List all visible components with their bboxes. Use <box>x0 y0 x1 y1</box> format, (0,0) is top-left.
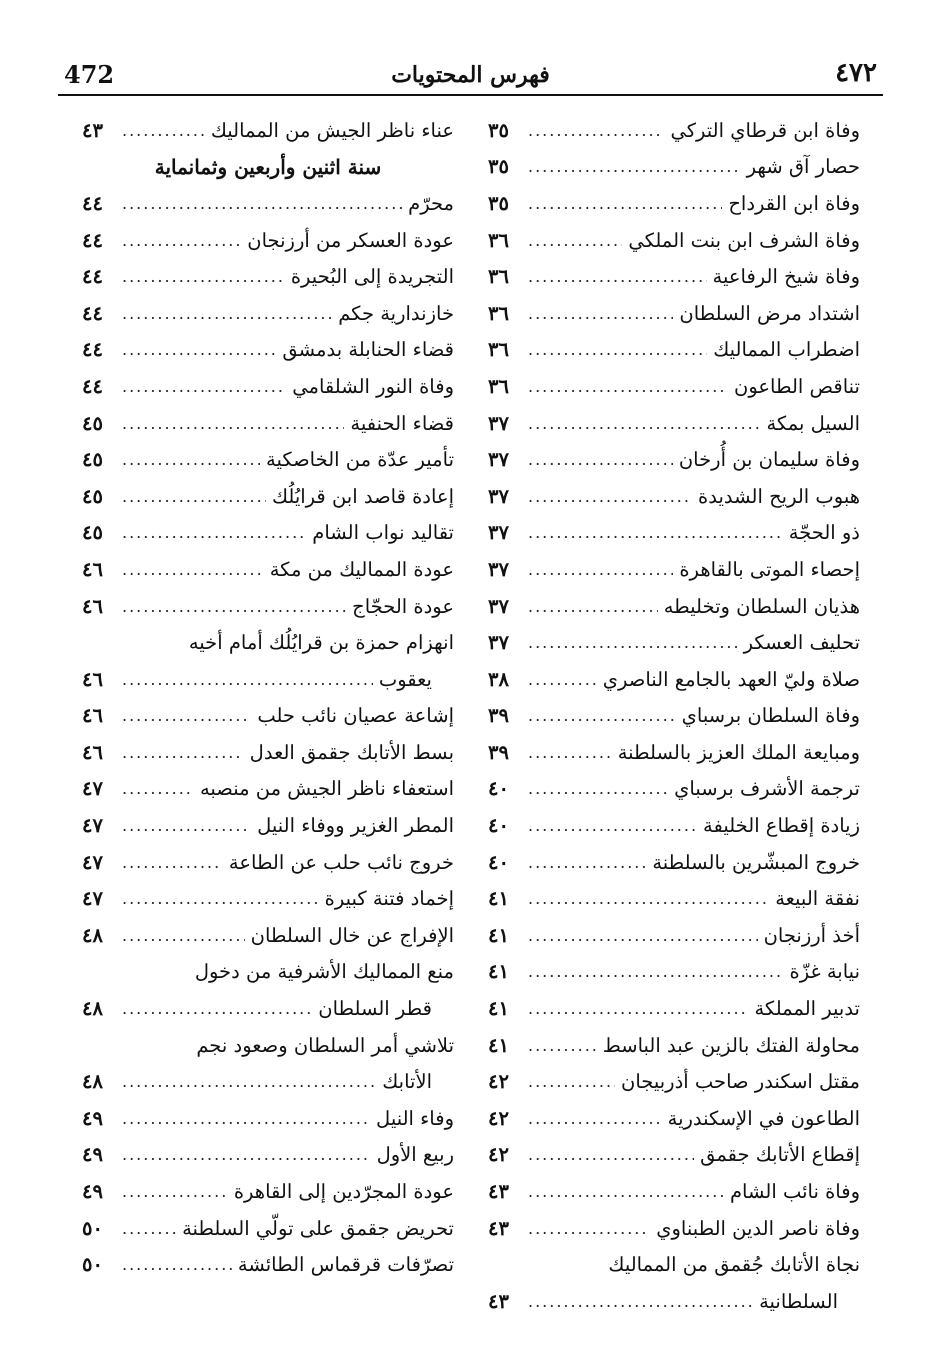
page-number-arabic: ٤٧٢ <box>835 58 877 88</box>
dot-leader <box>528 1072 615 1091</box>
dot-leader <box>122 670 373 689</box>
toc-entry-title: صلاة وليّ العهد بالجامع الناصري <box>602 667 860 691</box>
toc-entry <box>82 332 454 369</box>
toc-entry-page: ٤٢ <box>488 1143 509 1167</box>
dot-leader <box>528 121 664 140</box>
toc-entry-page: ٤٨ <box>82 1070 103 1094</box>
dot-leader <box>528 377 728 396</box>
toc-entry <box>488 880 860 917</box>
toc-entry-title: هذيان السلطان وتخليطه <box>663 594 860 618</box>
toc-entry <box>488 588 860 625</box>
dot-leader <box>528 1219 650 1238</box>
toc-entry-title: ذو الحجّة <box>788 521 860 545</box>
toc-entry <box>488 112 860 149</box>
toc-entry-page: ٤٥ <box>82 448 103 472</box>
dot-leader <box>122 121 205 140</box>
toc-entry-page: ٣٥ <box>488 191 509 215</box>
toc-entry-title: تناقص الطاعون <box>734 374 860 398</box>
dot-leader <box>528 816 697 835</box>
toc-entry-page: ٤٠ <box>488 814 509 838</box>
dot-leader <box>122 1109 370 1128</box>
toc-entry <box>488 551 860 588</box>
toc-entry-page: ٤٤ <box>82 191 103 215</box>
toc-entry-page: ٤٦ <box>82 557 103 581</box>
dot-leader <box>528 743 612 762</box>
toc-entry-title: إعادة قاصد ابن قرايُلُك <box>271 484 454 508</box>
dot-leader <box>528 414 760 433</box>
toc-entry-page: ٤٩ <box>82 1106 103 1130</box>
dot-leader <box>528 267 707 286</box>
toc-entry <box>488 149 860 186</box>
toc-entry-page: ٤٣ <box>488 1216 509 1240</box>
toc-entry <box>488 1246 860 1283</box>
toc-entry <box>488 990 860 1027</box>
toc-entry-title: السلطانية <box>759 1289 838 1313</box>
toc-entry <box>488 661 860 698</box>
toc-entry <box>82 405 454 442</box>
dot-leader <box>528 1145 694 1164</box>
toc-entry <box>82 112 454 149</box>
toc-entry-title: بسط الأتابك جقمق العدل <box>249 740 454 764</box>
toc-entry-title: ترجمة الأشرف برسباي <box>674 777 860 801</box>
toc-entry-title: اضطراب المماليك <box>713 338 860 362</box>
toc-entry-title: الطاعون في الإسكندرية <box>667 1106 860 1130</box>
toc-entry <box>488 624 860 661</box>
toc-entry <box>82 954 454 991</box>
toc-entry-title: محرّم <box>408 191 454 215</box>
dot-leader <box>528 962 783 981</box>
toc-entry-page: ٣٨ <box>488 667 509 691</box>
toc-entry-page: ٣٦ <box>488 338 509 362</box>
toc-entry-page: ٤٧ <box>82 887 103 911</box>
toc-entry <box>82 368 454 405</box>
toc-entry-page: ٤٢ <box>488 1070 509 1094</box>
toc-entry-title: تقاليد نواب الشام <box>312 521 454 545</box>
toc-entry-title: الإفراج عن خال السلطان <box>250 923 454 947</box>
toc-entry <box>488 807 860 844</box>
dot-leader <box>122 706 251 725</box>
toc-entry <box>82 1100 454 1137</box>
toc-entry-title: وفاة سليمان بن أُرخان <box>678 448 860 472</box>
dot-leader <box>122 560 264 579</box>
dot-leader <box>528 560 673 579</box>
toc-entry-page: ٤٦ <box>82 594 103 618</box>
toc-entry <box>82 698 454 735</box>
dot-leader <box>122 926 245 945</box>
toc-entry <box>488 295 860 332</box>
toc-entry <box>82 661 454 698</box>
toc-entry <box>488 1210 860 1247</box>
dot-leader <box>122 523 306 542</box>
page-number-latin: 472 <box>64 60 115 89</box>
toc-entry-title: المطر الغزير ووفاء النيل <box>257 814 454 838</box>
toc-entry <box>82 1137 454 1174</box>
toc-entry <box>488 185 860 222</box>
dot-leader <box>528 194 722 213</box>
running-title: فهرس المحتويات <box>391 62 550 88</box>
dot-leader <box>528 1036 597 1055</box>
toc-entry-title: وفاة ناصر الدين الطبناوي <box>656 1216 860 1240</box>
dot-leader <box>122 450 260 469</box>
toc-entry-page: ٤٣ <box>82 118 103 142</box>
toc-entry-page: ٤٤ <box>82 228 103 252</box>
toc-entry-title: أخذ أرزنجان <box>763 923 860 947</box>
dot-leader <box>122 743 244 762</box>
dot-leader <box>122 1255 232 1274</box>
dot-leader <box>122 304 332 323</box>
toc-entry-page: ٤٦ <box>82 704 103 728</box>
dot-leader <box>122 779 194 798</box>
toc-entry-page: ٤٨ <box>82 997 103 1021</box>
toc-entry-title: زيادة إقطاع الخليفة <box>703 814 860 838</box>
toc-entry-title: نجاة الأتابك جُقمق من المماليك <box>608 1253 860 1277</box>
toc-entry <box>488 222 860 259</box>
toc-entry <box>488 1173 860 1210</box>
dot-leader <box>528 1292 753 1311</box>
dot-leader <box>528 304 673 323</box>
toc-entry-page: ٤٠ <box>488 777 509 801</box>
toc-entry-page: ٣٩ <box>488 740 509 764</box>
toc-entry-page: ٤٩ <box>82 1180 103 1204</box>
page-header <box>58 58 883 96</box>
toc-entry-page: ٣٦ <box>488 301 509 325</box>
toc-entry <box>488 1063 860 1100</box>
toc-entry <box>488 258 860 295</box>
toc-entry <box>82 551 454 588</box>
dot-leader <box>528 1109 662 1128</box>
toc-entry-page: ٤٧ <box>82 777 103 801</box>
toc-entry <box>82 588 454 625</box>
toc-entry-title: وفاة السلطان برسباي <box>681 704 860 728</box>
toc-entry-page: ٤٥ <box>82 411 103 435</box>
toc-entry-page: ٣٧ <box>488 484 509 508</box>
toc-entry-title: وفاة شيخ الرفاعية <box>712 265 860 289</box>
toc-entry-title: ربيع الأول <box>376 1143 454 1167</box>
toc-entry-page: ٤١ <box>488 887 509 911</box>
toc-entry-page: ٣٦ <box>488 228 509 252</box>
toc-entry <box>82 185 454 222</box>
toc-entry-title: يعقوب <box>378 667 432 691</box>
toc-entry <box>82 880 454 917</box>
toc-entry <box>82 771 454 808</box>
toc-entry-title: إخماد فتنة كبيرة <box>324 887 454 911</box>
toc-entry <box>488 368 860 405</box>
dot-leader <box>122 194 402 213</box>
toc-entry <box>488 734 860 771</box>
toc-entry-page: ٤٧ <box>82 850 103 874</box>
toc-entry-page: ٤٥ <box>82 521 103 545</box>
toc-entry-title: نفقة البيعة <box>775 887 860 911</box>
toc-entry-title: تحريض جقمق على تولّي السلطنة <box>182 1216 454 1240</box>
toc-entry <box>82 917 454 954</box>
toc-entry <box>488 1027 860 1064</box>
toc-entry-page: ٤٥ <box>82 484 103 508</box>
toc-entry-title: وفاة ابن قرطاي التركي <box>670 118 860 142</box>
toc-entry-title: تلاشي أمر السلطان وصعود نجم <box>196 1033 454 1057</box>
toc-entry <box>82 515 454 552</box>
toc-entry-title: إقطاع الأتابك جقمق <box>700 1143 860 1167</box>
toc-entry-page: ٤٤ <box>82 265 103 289</box>
toc-entry-page: ٤٤ <box>82 338 103 362</box>
toc-entry-title: اشتداد مرض السلطان <box>679 301 860 325</box>
toc-entry-page: ٣٧ <box>488 521 509 545</box>
toc-entry <box>82 1063 454 1100</box>
toc-entry <box>82 844 454 881</box>
toc-entry <box>82 1246 454 1283</box>
dot-leader <box>122 1219 176 1238</box>
toc-entry-title: قضاء الحنابلة بدمشق <box>282 338 454 362</box>
dot-leader <box>122 853 223 872</box>
toc-entry-page: ٣٥ <box>488 118 509 142</box>
toc-entry <box>82 295 454 332</box>
toc-entry-page: ٤٣ <box>488 1180 509 1204</box>
toc-entry-title: تأمير عدّة من الخاصكية <box>266 448 454 472</box>
toc-entry-title: التجريدة إلى البُحيرة <box>290 265 454 289</box>
section-heading <box>82 149 454 186</box>
dot-leader <box>122 340 276 359</box>
dot-leader <box>122 231 241 250</box>
toc-entry <box>82 1173 454 1210</box>
toc-entry <box>488 1283 860 1320</box>
dot-leader <box>122 267 285 286</box>
dot-leader <box>122 414 344 433</box>
dot-leader <box>122 597 346 616</box>
toc-entry-page: ٤٤ <box>82 374 103 398</box>
toc-entry-page: ٤٦ <box>82 667 103 691</box>
dot-leader <box>528 487 692 506</box>
toc-entry-page: ٤٢ <box>488 1106 509 1130</box>
toc-entry-title: حصار آق شهر <box>746 155 860 179</box>
toc-entry-title: محاولة الفتك بالزين عبد الباسط <box>602 1033 860 1057</box>
dot-leader <box>122 1145 371 1164</box>
toc-entry-page: ٤٣ <box>488 1289 509 1313</box>
toc-entry-page: ٤١ <box>488 960 509 984</box>
dot-leader <box>528 157 741 176</box>
toc-entry-title: خازندارية جكم <box>338 301 454 325</box>
toc-entry-page: ٤٧ <box>82 814 103 838</box>
toc-entry <box>82 734 454 771</box>
toc-entry-title: عودة المجرّدين إلى القاهرة <box>233 1180 454 1204</box>
toc-entry-page: ٣٧ <box>488 411 509 435</box>
dot-leader <box>528 853 646 872</box>
dot-leader <box>122 487 266 506</box>
toc-entry <box>488 332 860 369</box>
toc-entry-title: انهزام حمزة بن قرايُلُك أمام أخيه <box>188 631 454 655</box>
toc-entry <box>488 515 860 552</box>
toc-entry <box>82 624 454 661</box>
toc-entry-title: مقتل اسكندر صاحب أذربيجان <box>621 1070 860 1094</box>
dot-leader <box>528 926 758 945</box>
toc-entry <box>82 222 454 259</box>
toc-entry <box>82 441 454 478</box>
toc-entry-title: تصرّفات قرقماس الطائشة <box>237 1253 454 1277</box>
toc-entry-title: وفاة نائب الشام <box>729 1180 860 1204</box>
dot-leader <box>528 706 676 725</box>
toc-entry <box>82 1210 454 1247</box>
toc-entry-title: عناء ناظر الجيش من المماليك <box>210 118 454 142</box>
toc-entry <box>488 405 860 442</box>
dot-leader <box>528 231 622 250</box>
toc-entry <box>488 698 860 735</box>
toc-entry-title: وفاة ابن القرداح <box>728 191 860 215</box>
toc-entry-title: خروج المبشّرين بالسلطنة <box>652 850 860 874</box>
toc-entry-page: ٤١ <box>488 997 509 1021</box>
toc-entry-title: وفاة الشرف ابن بنت الملكي <box>628 228 860 252</box>
toc-column-right <box>488 112 860 1320</box>
toc-entry-page: ٣٥ <box>488 155 509 179</box>
dot-leader <box>528 1182 724 1201</box>
toc-entry-title: هبوب الريح الشديدة <box>698 484 860 508</box>
toc-entry-page: ٣٧ <box>488 557 509 581</box>
toc-entry <box>488 844 860 881</box>
toc-entry <box>82 1027 454 1064</box>
toc-entry-page: ٣٧ <box>488 631 509 655</box>
dot-leader <box>528 779 668 798</box>
toc-column-left <box>82 112 454 1283</box>
toc-entry-page: ٤٠ <box>488 850 509 874</box>
dot-leader <box>528 523 783 542</box>
dot-leader <box>528 670 597 689</box>
toc-entry-page: ٤٩ <box>82 1143 103 1167</box>
toc-entry <box>82 807 454 844</box>
toc-entry-title: ومبايعة الملك العزيز بالسلطنة <box>617 740 860 764</box>
dot-leader <box>122 889 319 908</box>
section-heading-text: سنة اثنين وأربعين وثمانماية <box>154 154 382 179</box>
toc-entry-title: قطر السلطان <box>318 997 432 1021</box>
toc-entry-page: ٣٦ <box>488 265 509 289</box>
toc-entry-page: ٣٦ <box>488 374 509 398</box>
toc-entry-page: ٤٦ <box>82 740 103 764</box>
toc-entry-page: ٤٤ <box>82 301 103 325</box>
dot-leader <box>122 816 251 835</box>
dot-leader <box>528 633 738 652</box>
toc-entry <box>488 1137 860 1174</box>
toc-entry-title: وفاة النور الشلقامي <box>292 374 454 398</box>
toc-entry-title: وفاء النيل <box>376 1106 454 1130</box>
dot-leader <box>528 450 673 469</box>
toc-entry <box>82 990 454 1027</box>
toc-entry-page: ٣٩ <box>488 704 509 728</box>
toc-entry-title: نيابة غزّة <box>789 960 860 984</box>
toc-entry-title: استعفاء ناظر الجيش من منصبه <box>199 777 454 801</box>
toc-entry <box>488 441 860 478</box>
toc-entry-page: ٣٧ <box>488 594 509 618</box>
dot-leader <box>528 597 658 616</box>
toc-entry-page: ٤٨ <box>82 923 103 947</box>
toc-entry-page: ٥٠ <box>82 1216 103 1240</box>
dot-leader <box>122 999 312 1018</box>
toc-entry-title: تدبير المملكة <box>754 997 860 1021</box>
toc-entry-page: ٤١ <box>488 923 509 947</box>
toc-entry-page: ٥٠ <box>82 1253 103 1277</box>
dot-leader <box>528 340 707 359</box>
toc-entry-title: إحصاء الموتى بالقاهرة <box>679 557 860 581</box>
toc-entry-title: خروج نائب حلب عن الطاعة <box>228 850 454 874</box>
toc-entry <box>488 954 860 991</box>
toc-entry-title: السيل بمكة <box>766 411 860 435</box>
toc-entry-title: إشاعة عصيان نائب حلب <box>257 704 454 728</box>
toc-entry <box>488 478 860 515</box>
toc-entry-title: قضاء الحنفية <box>350 411 454 435</box>
toc-entry-title: عودة المماليك من مكة <box>269 557 454 581</box>
toc-entry-title: عودة الحجّاج <box>352 594 454 618</box>
toc-entry <box>488 917 860 954</box>
dot-leader <box>122 377 286 396</box>
toc-entry <box>488 771 860 808</box>
toc-entry <box>82 478 454 515</box>
toc-entry-page: ٤١ <box>488 1033 509 1057</box>
dot-leader <box>122 1072 376 1091</box>
dot-leader <box>528 889 769 908</box>
toc-entry <box>82 258 454 295</box>
toc-entry-title: منع المماليك الأشرفية من دخول <box>194 960 454 984</box>
toc-entry <box>488 1100 860 1137</box>
toc-entry-title: الأتابك <box>382 1070 432 1094</box>
dot-leader <box>122 1182 228 1201</box>
dot-leader <box>528 999 748 1018</box>
toc-entry-page: ٣٧ <box>488 448 509 472</box>
toc-entry-title: تحليف العسكر <box>743 631 860 655</box>
toc-entry-title: عودة العسكر من أرزنجان <box>247 228 454 252</box>
